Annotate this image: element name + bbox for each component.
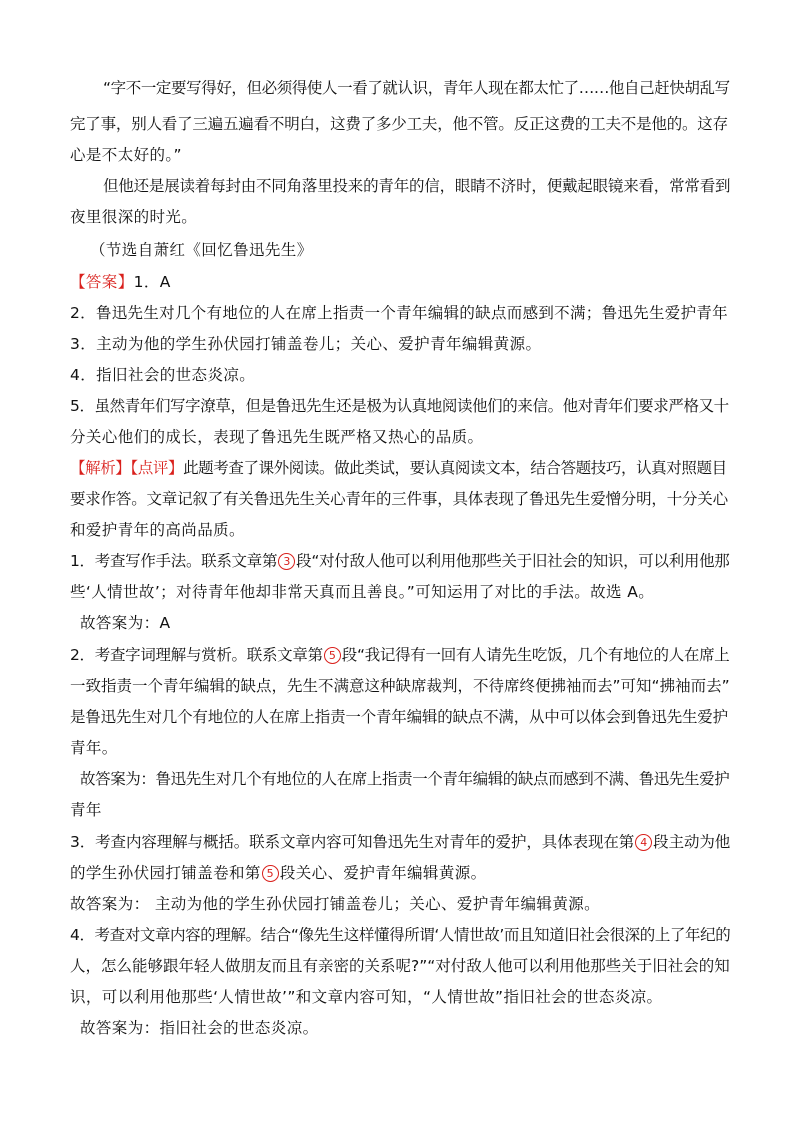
answer-1: 1．A xyxy=(133,273,171,291)
analysis-q3-line-1: 3．考查内容理解与概括。联系文章内容可知鲁迅先生对青年的爱护，具体表现在第 4 段主动为他 xyxy=(70,833,731,851)
analysis-q1-line-1: 1．考查写作手法。联系文章第 3 段“对付敌人他可以利用他那些关于旧社会的知识，可以利用他那 xyxy=(70,552,730,570)
analysis-q2-answer-line-2: 青年 xyxy=(70,801,102,819)
source-citation: （节选自萧红《回忆鲁迅先生》 xyxy=(90,241,313,259)
analysis-q4-line-3: 识，可以利用他那些‘人情世故’”和文章内容可知，“人情世故”指旧社会的世态炎凉。 xyxy=(70,988,663,1006)
analysis-label: 【解析】【点评】 xyxy=(70,459,184,477)
analysis-q4-answer: 故答案为：指旧社会的世态炎凉。 xyxy=(80,1019,319,1037)
analysis-q2-line-3: 是鲁迅先生对几个有地位的人在席上指责一个青年编辑的缺点不满，从中可以体会到鲁迅先生爱护 xyxy=(70,708,728,726)
answer-2: 2．鲁迅先生对几个有地位的人在席上指责一个青年编辑的缺点而感到不满；鲁迅先生爱护青年 xyxy=(70,304,728,322)
analysis-q2-line-1: 2．考查字词理解与赏析。联系文章第 5 段“我记得有一回有人请先生吃饭，几个有地位的人在席上 xyxy=(70,646,730,664)
analysis-intro-line-3: 和爱护青年的高尚品质。 xyxy=(70,521,245,539)
paragraph-number-badge: 4 xyxy=(635,834,652,851)
source-paragraph-1-line-2: 完了事，别人看了三遍五遍看不明白，这费了多少工夫，他不管。反正这费的工夫不是他的。这存 xyxy=(70,115,728,133)
answer-label: 【答案】 xyxy=(70,273,134,291)
source-paragraph-2-line-1: 但他还是展读着每封由不同角落里投来的青年的信，眼睛不济时，便戴起眼镜来看，常常看到 xyxy=(103,177,731,195)
analysis-intro-line-1: 【解析】【点评】此题考查了课外阅读。做此类试，要认真阅读文本，结合答题技巧，认真对照题目 xyxy=(70,459,727,477)
analysis-q4-line-2: 人，怎么能够跟年轻人做朋友而且有亲密的关系呢?”“对付敌人他可以利用他那些关于旧社会的知 xyxy=(70,957,730,975)
analysis-q2-line-4: 青年。 xyxy=(70,739,118,757)
analysis-intro-line-2: 要求作答。文章记叙了有关鲁迅先生关心青年的三件事，具体表现了鲁迅先生爱憎分明，十分关心 xyxy=(70,490,728,508)
analysis-q2-answer-line-1: 故答案为：鲁迅先生对几个有地位的人在席上指责一个青年编辑的缺点而感到不满、鲁迅先生爱护 xyxy=(80,770,730,788)
answer-3: 3．主动为他的学生孙伏园打铺盖卷儿；关心、爱护青年编辑黄源。 xyxy=(70,335,542,353)
source-paragraph-1-line-3: 心是不太好的。” xyxy=(70,146,182,164)
analysis-q4-line-1: 4．考查对文章内容的理解。结合“像先生这样懂得所谓‘人情世故’而且知道旧社会很深的上了年纪的 xyxy=(70,926,731,944)
paragraph-number-badge: 3 xyxy=(278,553,295,570)
analysis-q2-line-2: 一致指责一个青年编辑的缺点，先生不满意这种缺席裁判，不待席终便拂袖而去”可知“拂袖而去” xyxy=(70,677,730,695)
analysis-q1-answer: 故答案为：A xyxy=(80,614,171,632)
paragraph-number-badge: 5 xyxy=(262,865,279,882)
source-paragraph-1-line-1: “字不一定要写得好，但必须得使人一看了就认识，青年人现在都太忙了……他自己赶快胡乱写 xyxy=(103,79,730,97)
answer-5-line-2: 分关心他们的成长，表现了鲁迅先生既严格又热心的品质。 xyxy=(70,428,484,446)
answer-4: 4．指旧社会的世态炎凉。 xyxy=(70,366,256,384)
answer-line-1 xyxy=(70,272,171,292)
source-paragraph-2-line-2: 夜里很深的时光。 xyxy=(70,208,198,226)
analysis-q3-line-2: 的学生孙伏园打铺盖卷和第 5 段关心、爱护青年编辑黄源。 xyxy=(70,864,487,882)
answer-5-line-1: 5．虽然青年们写字潦草，但是鲁迅先生还是极为认真地阅读他们的来信。他对青年们要求严格又十 xyxy=(70,397,729,415)
paragraph-number-badge: 5 xyxy=(324,647,341,664)
analysis-q3-answer: 故答案为： 主动为他的学生孙伏园打铺盖卷儿；关心、爱护青年编辑黄源。 xyxy=(70,895,601,913)
analysis-q1-line-2: 些‘人情世故’；对待青年他却非常天真而且善良。”可知运用了对比的手法。故选 A。 xyxy=(70,583,655,601)
